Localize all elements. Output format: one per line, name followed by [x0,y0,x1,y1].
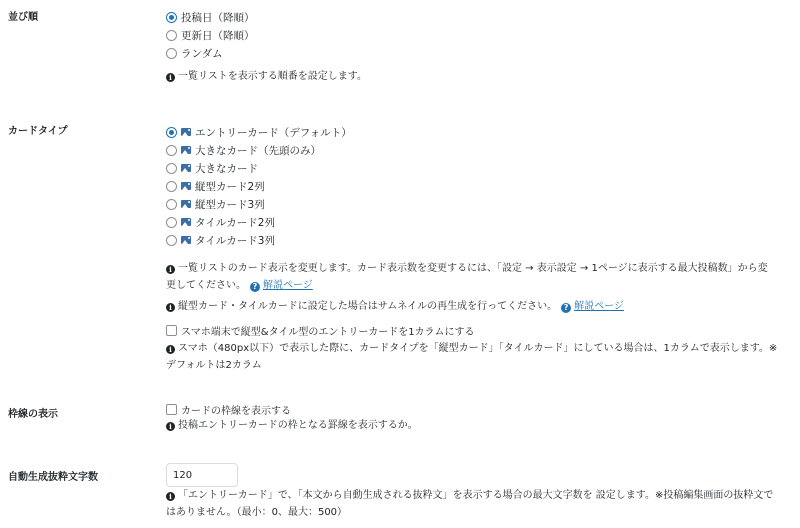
option-label: 縦型カード2列 [195,180,265,193]
checkbox-label: カードの枠線を表示する [181,405,291,417]
checkbox[interactable] [166,325,177,336]
question-circle-icon: ? [250,282,260,292]
radio[interactable] [166,48,177,59]
card-type-options [166,123,352,249]
radio[interactable] [166,145,177,156]
card-type-description: i 一覧リストのカード表示を変更します。カード表示数を変更するには、「設定 → 表示設定 → 1ページに表示する最大投稿数」から変 更してください。 ? 解説ページ [166,263,768,291]
option-label: エントリーカード（デフォルト） [195,126,352,139]
checkbox-label: スマホ端末で縦型&タイル型のエントリーカードを1カラムにする [181,326,475,338]
option-label: 更新日（降順） [181,29,255,42]
info-circle-icon: i [166,265,175,274]
radio[interactable] [166,217,177,228]
sort-order-option-random[interactable] [166,44,255,62]
info-circle-icon: i [166,345,175,354]
sort-order-option-post-date[interactable] [166,8,255,26]
radio-checked[interactable] [166,12,177,23]
option-label: 投稿日（降順） [181,11,255,24]
option-label: タイルカード2列 [195,216,275,229]
option-label: ランダム [181,47,223,60]
card-type-option-large-first[interactable] [166,141,352,159]
info-circle-icon: i [166,73,175,82]
image-icon [181,182,191,190]
excerpt-length-input[interactable] [166,463,238,487]
card-type-option-tile-2[interactable] [166,213,352,231]
card-type-thumbnail-note: i 縦型カード・タイルカードに設定した場合はサムネイルの再生成を行ってください。 ? 解説ページ [166,298,624,315]
sort-order-option-update-date[interactable] [166,26,255,44]
card-type-option-entry[interactable] [166,123,352,141]
image-icon [181,128,191,136]
radio[interactable] [166,163,177,174]
radio[interactable] [166,181,177,192]
help-page-link[interactable]: 解説ページ [263,280,313,291]
sort-order-description: i 一覧リストを表示する順番を設定します。 [166,68,367,85]
option-label: 大きなカード [195,162,258,175]
info-circle-icon: i [166,303,175,312]
image-icon [181,236,191,244]
excerpt-length-label: 自動生成抜粋文字数 [8,472,98,483]
card-type-option-tile-3[interactable] [166,231,352,249]
radio[interactable] [166,235,177,246]
image-icon [181,164,191,172]
info-circle-icon: i [166,422,175,431]
image-icon [181,146,191,154]
border-display-option[interactable] [166,401,291,417]
card-type-label: カードタイプ [8,126,68,137]
sort-order-label: 並び順 [8,12,38,23]
mobile-one-column-option[interactable] [166,322,474,338]
radio[interactable] [166,30,177,41]
card-type-option-vertical-2[interactable] [166,177,352,195]
radio-checked[interactable] [166,127,177,138]
card-type-option-vertical-3[interactable] [166,195,352,213]
question-circle-icon: ? [561,303,571,313]
option-label: 縦型カード3列 [195,198,265,211]
card-type-option-large[interactable] [166,159,352,177]
option-label: タイルカード3列 [195,234,275,247]
mobile-one-column-description: i スマホ（480px以下）で表示した際に、カードタイプを「縦型カード」「タイルカード」にしている場合は、1カラムで表示します。※ デフォルトは2カラム [166,343,778,371]
image-icon [181,200,191,208]
sort-order-options [166,8,255,62]
checkbox[interactable] [166,404,177,415]
image-icon [181,218,191,226]
excerpt-length-description: i 「エントリーカード」で、「本文から自動生成される抜粋文」を表示する場合の最大文字数を 設定します。※投稿編集画面の抜粋文で はありません。（最小：0、最大：500） [166,490,774,518]
info-circle-icon: i [166,492,175,501]
option-label: 大きなカード（先頭のみ） [195,144,321,157]
radio[interactable] [166,199,177,210]
border-label: 枠線の表示 [8,409,58,420]
border-description: i 投稿エントリーカードの枠となる罫線を表示するか。 [166,417,418,434]
help-page-link[interactable]: 解説ページ [574,301,624,312]
